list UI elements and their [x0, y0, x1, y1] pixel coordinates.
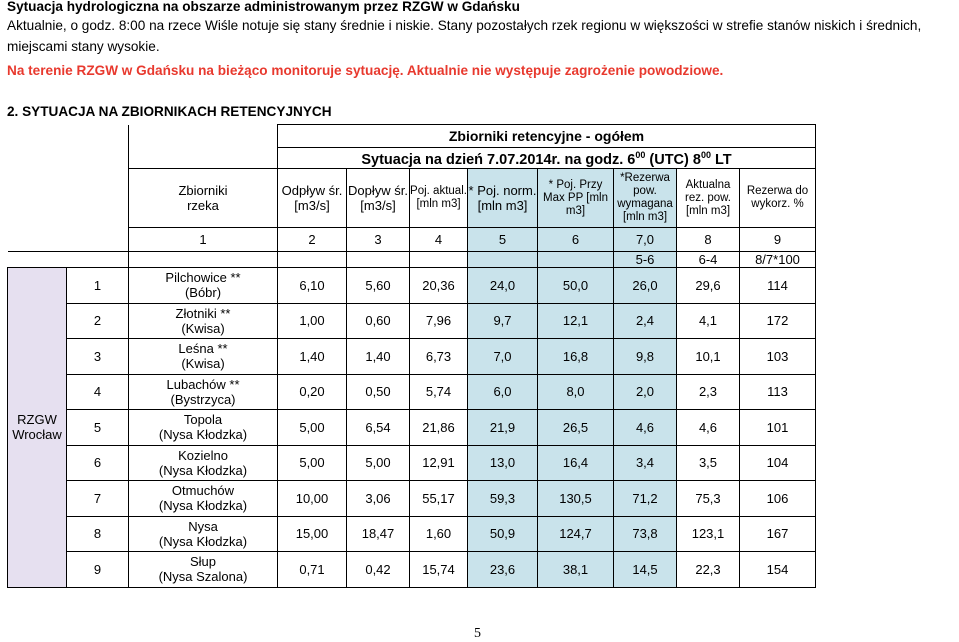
col-num-9: 9 — [740, 228, 816, 252]
header-aktualna-rezerwa: Aktualna rez. pow. [mln m3] — [677, 169, 740, 228]
reservoir-name-cell — [129, 516, 278, 552]
col-num-1: 1 — [129, 228, 278, 252]
reservoir-name: Lubachów ** — [166, 376, 240, 392]
river-name: (Nysa Szalona) — [158, 569, 248, 585]
value-cell-col-5: 13,0 — [468, 445, 538, 481]
value-cell-col-3: 18,47 — [347, 516, 410, 552]
header-row — [8, 169, 816, 228]
value-cell-col-8: 3,5 — [677, 445, 740, 481]
header-odplyw: Odpływ śr. [m3/s] — [278, 169, 347, 228]
value-cell-col-9: 167 — [740, 516, 816, 552]
formula-9: 8/7*100 — [740, 252, 816, 268]
reservoir-name: Słup — [189, 554, 217, 570]
status-paragraph-line-1: Aktualnie, o godz. 8:00 na rzece Wiśle notuje się stany średnie i niskie. Stany pozostałych rzek regionu w większości w strefie stanów niskich i średnich, — [7, 18, 922, 33]
col-num-4: 4 — [410, 228, 468, 252]
reservoir-name: Złotniki ** — [175, 305, 231, 321]
value-cell-col-4: 1,60 — [410, 516, 468, 552]
reservoir-name: Otmuchów — [171, 483, 235, 499]
row-number: 4 — [67, 374, 129, 410]
value-cell-col-7: 14,5 — [614, 552, 677, 588]
value-cell-col-2: 1,00 — [278, 303, 347, 339]
header-rezerwa-wymagana: *Rezerwa pow. wymagana [mln m3] — [614, 169, 677, 228]
formula-7: 5-6 — [614, 252, 677, 268]
col-num-7: 7,0 — [614, 228, 677, 252]
value-cell-col-4: 6,73 — [410, 339, 468, 375]
subtitle-row — [8, 148, 816, 169]
value-cell-col-7: 26,0 — [614, 268, 677, 304]
value-cell-col-6: 38,1 — [538, 552, 614, 588]
value-cell-col-2: 6,10 — [278, 268, 347, 304]
reservoir-table-container — [7, 124, 816, 588]
reservoir-name-cell — [129, 410, 278, 446]
value-cell-col-6: 124,7 — [538, 516, 614, 552]
value-cell-col-9: 104 — [740, 445, 816, 481]
value-cell-col-5: 7,0 — [468, 339, 538, 375]
table-subtitle: Sytuacja na dzień 7.07.2014r. na godz. $6^{00}$ (UTC) $8^{00}$ LT — [278, 148, 816, 169]
value-cell-col-7: 73,8 — [614, 516, 677, 552]
river-name: (Kwisa) — [181, 356, 225, 372]
value-cell-col-8: 2,3 — [677, 374, 740, 410]
value-cell-col-7: 3,4 — [614, 445, 677, 481]
value-cell-col-8: 4,6 — [677, 410, 740, 446]
river-name: (Kwisa) — [181, 320, 225, 336]
header-poj-max: * Poj. Przy Max PP [mln m3] — [538, 169, 614, 228]
value-cell-col-3: 6,54 — [347, 410, 410, 446]
value-cell-col-9: 101 — [740, 410, 816, 446]
value-cell-col-5: 50,9 — [468, 516, 538, 552]
value-cell-col-2: 1,40 — [278, 339, 347, 375]
value-cell-col-4: 7,96 — [410, 303, 468, 339]
title-row — [8, 125, 816, 148]
value-cell-col-6: 130,5 — [538, 481, 614, 517]
reservoir-name-cell — [129, 303, 278, 339]
value-cell-col-7: 71,2 — [614, 481, 677, 517]
table-row — [8, 410, 816, 446]
value-cell-col-2: 15,00 — [278, 516, 347, 552]
value-cell-col-3: 5,60 — [347, 268, 410, 304]
value-cell-col-6: 50,0 — [538, 268, 614, 304]
table-row — [8, 339, 816, 375]
header-rezerwa-wykorz: Rezerwa do wykorz. % — [740, 169, 816, 228]
value-cell-col-2: 10,00 — [278, 481, 347, 517]
col-num-3: 3 — [347, 228, 410, 252]
value-cell-col-7: 2,4 — [614, 303, 677, 339]
value-cell-col-6: 12,1 — [538, 303, 614, 339]
table-row — [8, 552, 816, 588]
value-cell-col-5: 23,6 — [468, 552, 538, 588]
reservoir-name-cell — [129, 552, 278, 588]
reservoir-name-cell — [129, 268, 278, 304]
reservoir-name-cell — [129, 481, 278, 517]
reservoir-table — [7, 124, 816, 588]
value-cell-col-3: 5,00 — [347, 445, 410, 481]
reservoir-name: Nysa — [188, 518, 218, 534]
col-num-2: 2 — [278, 228, 347, 252]
row-number: 7 — [67, 481, 129, 517]
reservoir-name: Pilchowice ** — [165, 270, 241, 286]
value-cell-col-5: 21,9 — [468, 410, 538, 446]
value-cell-col-2: 0,20 — [278, 374, 347, 410]
col-num-5: 5 — [468, 228, 538, 252]
value-cell-col-5: 24,0 — [468, 268, 538, 304]
value-cell-col-9: 113 — [740, 374, 816, 410]
river-name: (Nysa Kłodzka) — [158, 533, 248, 549]
river-name: (Nysa Kłodzka) — [158, 498, 248, 514]
reservoir-name: Leśna ** — [178, 341, 228, 357]
document-title: Sytuacja hydrologiczna na obszarze administrowanym przez RZGW w Gdańsku — [7, 0, 520, 14]
table-row — [8, 303, 816, 339]
value-cell-col-6: 8,0 — [538, 374, 614, 410]
river-name: (Nysa Kłodzka) — [158, 427, 248, 443]
row-number: 8 — [67, 516, 129, 552]
reservoir-name: Kozielno — [178, 447, 228, 463]
value-cell-col-7: 2,0 — [614, 374, 677, 410]
value-cell-col-6: 16,4 — [538, 445, 614, 481]
value-cell-col-5: 59,3 — [468, 481, 538, 517]
value-cell-col-7: 4,6 — [614, 410, 677, 446]
value-cell-col-3: 0,60 — [347, 303, 410, 339]
value-cell-col-5: 9,7 — [468, 303, 538, 339]
row-number: 5 — [67, 410, 129, 446]
value-cell-col-4: 5,74 — [410, 374, 468, 410]
value-cell-col-9: 103 — [740, 339, 816, 375]
reservoir-name-cell — [129, 339, 278, 375]
alert-line: Na terenie RZGW w Gdańsku na bieżąco monitoruje sytuację. Aktualnie nie występuje zagrożenie powodziowe. — [7, 63, 724, 78]
page-number: 5 — [474, 626, 481, 641]
value-cell-col-2: 5,00 — [278, 410, 347, 446]
formula-8: 6-4 — [677, 252, 740, 268]
value-cell-col-2: 5,00 — [278, 445, 347, 481]
reservoir-name-cell — [129, 374, 278, 410]
row-number: 3 — [67, 339, 129, 375]
value-cell-col-9: 172 — [740, 303, 816, 339]
value-cell-col-3: 1,40 — [347, 339, 410, 375]
row-number: 6 — [67, 445, 129, 481]
river-name: (Bystrzyca) — [170, 391, 236, 407]
col-num-6: 6 — [538, 228, 614, 252]
header-zbiorniki: Zbiorniki rzeka — [129, 169, 278, 228]
value-cell-col-6: 16,8 — [538, 339, 614, 375]
table-row — [8, 268, 816, 304]
value-cell-col-2: 0,71 — [278, 552, 347, 588]
value-cell-col-9: 114 — [740, 268, 816, 304]
value-cell-col-6: 26,5 — [538, 410, 614, 446]
row-number: 2 — [67, 303, 129, 339]
reservoir-name: Topola — [183, 412, 223, 428]
row-number: 1 — [67, 268, 129, 304]
value-cell-col-8: 22,3 — [677, 552, 740, 588]
value-cell-col-8: 123,1 — [677, 516, 740, 552]
region-cell: RZGW Wrocław — [8, 268, 67, 588]
table-row — [8, 445, 816, 481]
header-poj-aktual: Poj. aktual. [mln m3] — [410, 169, 468, 228]
value-cell-col-4: 55,17 — [410, 481, 468, 517]
value-cell-col-9: 154 — [740, 552, 816, 588]
river-name: (Bóbr) — [184, 285, 222, 301]
section-heading: 2. SYTUACJA NA ZBIORNIKACH RETENCYJNYCH — [7, 104, 332, 119]
table-title: Zbiorniki retencyjne - ogółem — [278, 125, 816, 148]
value-cell-col-5: 6,0 — [468, 374, 538, 410]
value-cell-col-9: 106 — [740, 481, 816, 517]
value-cell-col-4: 20,36 — [410, 268, 468, 304]
header-doplyw: Dopływ śr. [m3/s] — [347, 169, 410, 228]
column-number-row — [8, 228, 816, 252]
status-paragraph-line-2: miejscami stany wysokie. — [7, 39, 160, 54]
value-cell-col-8: 29,6 — [677, 268, 740, 304]
value-cell-col-4: 12,91 — [410, 445, 468, 481]
value-cell-col-4: 15,74 — [410, 552, 468, 588]
table-row — [8, 481, 816, 517]
table-row — [8, 516, 816, 552]
river-name: (Nysa Kłodzka) — [158, 462, 248, 478]
value-cell-col-3: 0,42 — [347, 552, 410, 588]
value-cell-col-8: 4,1 — [677, 303, 740, 339]
value-cell-col-8: 75,3 — [677, 481, 740, 517]
header-poj-norm: * Poj. norm. [mln m3] — [468, 169, 538, 228]
row-number: 9 — [67, 552, 129, 588]
value-cell-col-7: 9,8 — [614, 339, 677, 375]
value-cell-col-3: 0,50 — [347, 374, 410, 410]
col-num-8: 8 — [677, 228, 740, 252]
value-cell-col-3: 3,06 — [347, 481, 410, 517]
table-row — [8, 374, 816, 410]
formula-row — [8, 252, 816, 268]
value-cell-col-8: 10,1 — [677, 339, 740, 375]
reservoir-name-cell — [129, 445, 278, 481]
value-cell-col-4: 21,86 — [410, 410, 468, 446]
